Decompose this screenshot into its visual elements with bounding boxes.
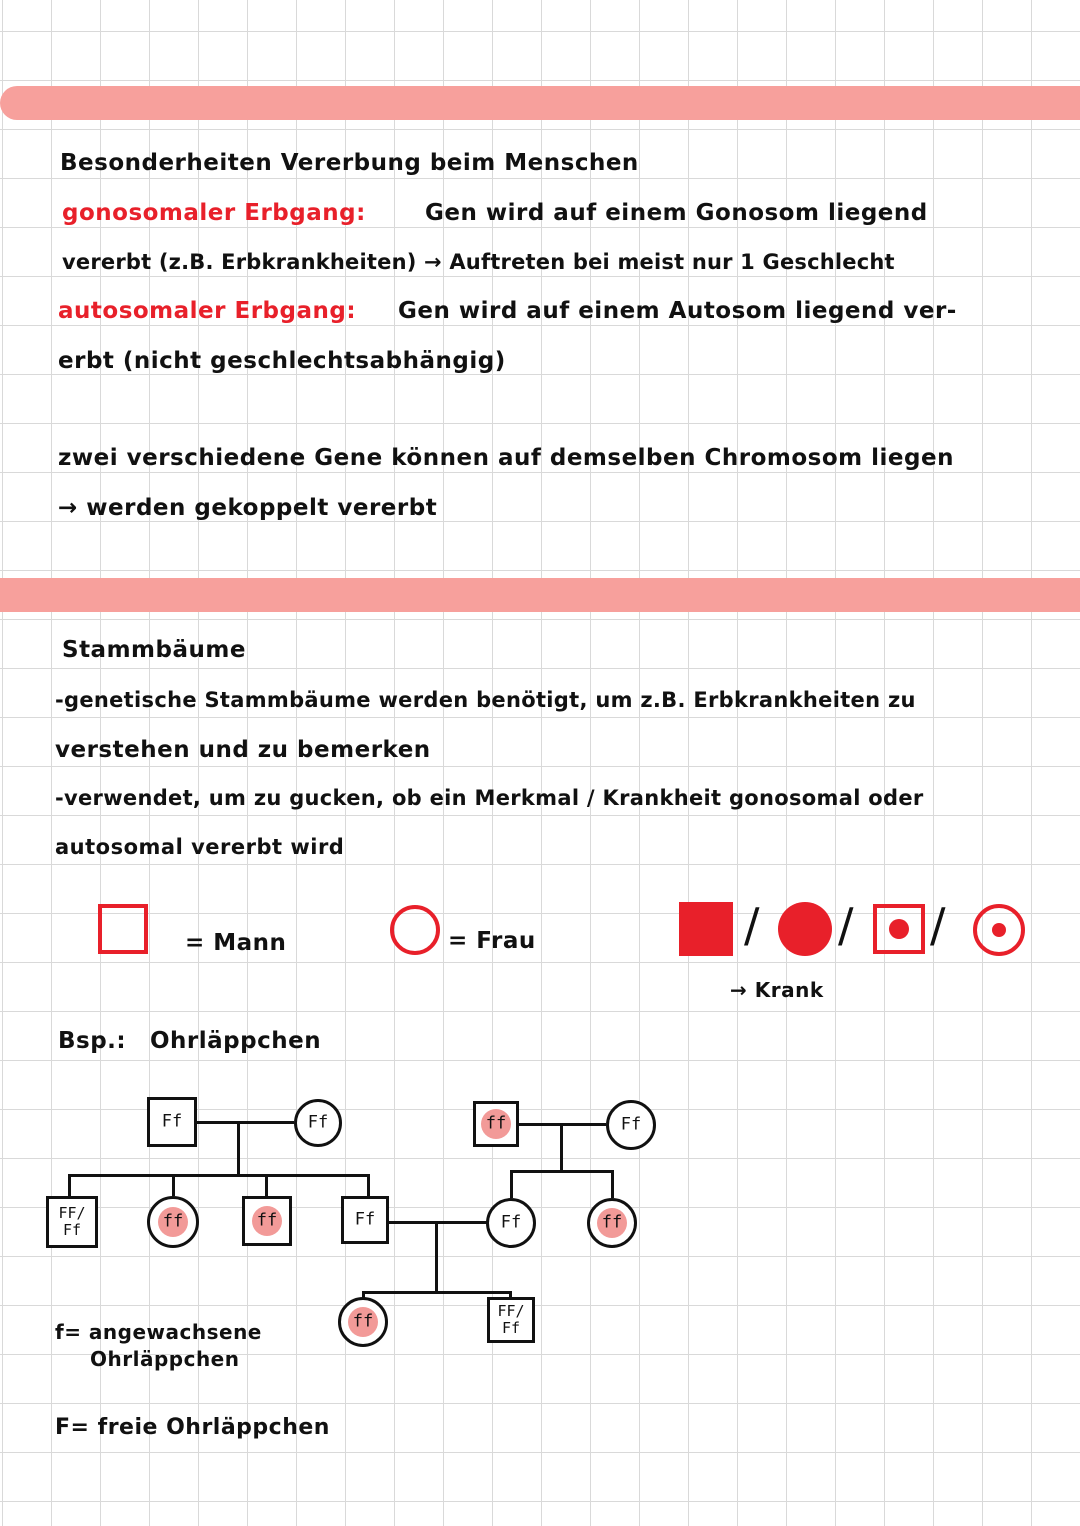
genotype-label xyxy=(490,1303,532,1337)
note-f-1: f= angewachsene xyxy=(55,1320,262,1344)
note-F: F= freie Ohrläppchen xyxy=(55,1415,330,1440)
legend-frau: = Frau xyxy=(448,928,536,954)
child3-square xyxy=(242,1196,292,1246)
affected-female-symbol xyxy=(778,902,832,956)
section2-title: Stammbäume xyxy=(62,637,246,663)
descent-line-2 xyxy=(560,1123,563,1173)
genotype-label: Ff xyxy=(161,1111,183,1132)
genotype-label: ff xyxy=(352,1311,374,1332)
child5-circle xyxy=(486,1198,536,1248)
genotype-label: Ff xyxy=(307,1112,329,1133)
genotype-label: ff xyxy=(256,1210,278,1231)
female-symbol xyxy=(390,905,440,955)
child-line-6 xyxy=(611,1170,614,1198)
gonosomal-text-2: vererbt (z.B. Erbkrankheiten) → Auftreten bei meist nur 1 Geschlecht xyxy=(62,250,895,274)
section1-title: Besonderheiten Vererbung beim Menschen xyxy=(60,150,639,176)
child2-circle xyxy=(147,1196,199,1248)
p1-father-square xyxy=(147,1097,197,1147)
child-line-2 xyxy=(172,1174,175,1196)
autosomal-text-1: Gen wird auf einem Autosom liegend ver- xyxy=(398,298,957,324)
genotype-label: Ff xyxy=(354,1209,376,1230)
bullet2-text-1: -verwendet, um zu gucken, ob ein Merkmal / Krankheit gonosomal oder xyxy=(55,786,924,810)
genotype-line: Ff xyxy=(501,1319,521,1337)
sibship-line-2 xyxy=(510,1170,614,1173)
legend-krank: → Krank xyxy=(730,978,824,1002)
carrier-male-symbol xyxy=(873,904,925,954)
p1-mother-circle xyxy=(294,1099,342,1147)
child-line-5 xyxy=(510,1170,513,1198)
gonosomal-text-1: Gen wird auf einem Gonosom liegend xyxy=(425,200,928,226)
genotype-line: Ff xyxy=(62,1221,82,1239)
genotype-label: ff xyxy=(162,1211,184,1232)
genotype-line: FF/ xyxy=(58,1204,86,1222)
bullet1-text-1: -genetische Stammbäume werden benötigt, um z.B. Erbkrankheiten zu xyxy=(55,688,916,712)
descent-line-1 xyxy=(237,1121,240,1176)
grandchild1-circle xyxy=(338,1297,388,1347)
genotype-line: FF/ xyxy=(497,1302,525,1320)
child4-square xyxy=(341,1196,389,1244)
sibship-line-1 xyxy=(68,1174,370,1177)
genotype-label: Ff xyxy=(500,1212,522,1233)
child-line-4 xyxy=(367,1174,370,1196)
genotype-label xyxy=(49,1205,95,1239)
genotype-label: ff xyxy=(601,1212,623,1233)
sibship-line-3 xyxy=(362,1291,512,1294)
section-divider-top xyxy=(0,86,1080,120)
p2-father-square xyxy=(473,1101,519,1147)
coupling-text-2: → werden gekoppelt vererbt xyxy=(58,495,438,521)
section-divider-middle xyxy=(0,578,1080,612)
marriage-line-1 xyxy=(197,1121,294,1124)
carrier-dot-icon xyxy=(992,923,1006,937)
legend-slash-1: / xyxy=(744,898,760,952)
child6-circle xyxy=(587,1198,637,1248)
child-line-1 xyxy=(68,1174,71,1196)
legend-slash-3: / xyxy=(930,898,946,952)
descent-line-3 xyxy=(435,1221,438,1293)
autosomal-term: autosomaler Erbgang: xyxy=(58,298,357,324)
child1-square xyxy=(46,1196,98,1248)
male-symbol xyxy=(98,904,148,954)
p2-mother-circle xyxy=(606,1100,656,1150)
legend-mann: = Mann xyxy=(185,930,287,956)
bullet2-text-2: autosomal vererbt wird xyxy=(55,835,345,859)
carrier-female-symbol xyxy=(973,904,1025,956)
example-label: Bsp.: xyxy=(58,1028,127,1054)
carrier-dot-icon xyxy=(889,919,909,939)
child-line-3 xyxy=(265,1174,268,1196)
note-f-2: Ohrläppchen xyxy=(90,1347,240,1371)
gonosomal-term: gonosomaler Erbgang: xyxy=(62,200,366,226)
genotype-label: Ff xyxy=(620,1114,642,1135)
bullet1-text-2: verstehen und zu bemerken xyxy=(55,737,431,763)
genotype-label: ff xyxy=(485,1113,507,1134)
legend-slash-2: / xyxy=(838,898,854,952)
affected-male-symbol xyxy=(679,902,733,956)
grandchild2-square xyxy=(487,1297,535,1343)
autosomal-text-2: erbt (nicht geschlechtsabhängig) xyxy=(58,348,506,374)
coupling-text-1: zwei verschiedene Gene können auf demselben Chromosom liegen xyxy=(58,445,954,471)
example-subject: Ohrläppchen xyxy=(150,1028,322,1054)
